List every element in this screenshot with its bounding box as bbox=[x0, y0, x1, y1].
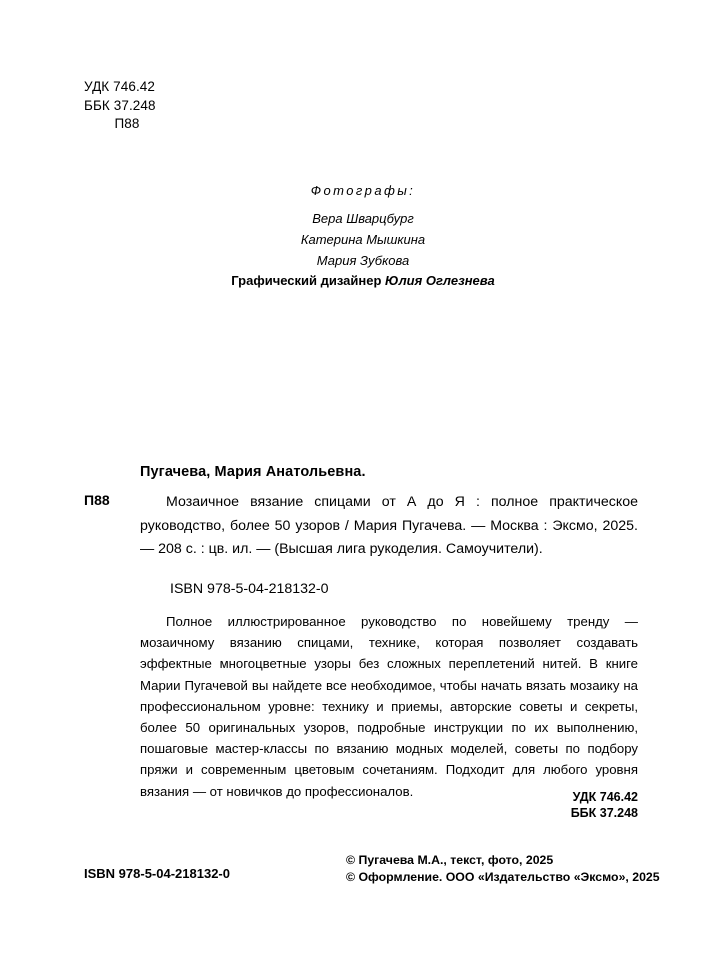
graphic-designer-credit bbox=[0, 273, 726, 288]
classification-block-bottom bbox=[571, 789, 638, 821]
designer-name: Юлия Оглезнева bbox=[385, 273, 495, 288]
designer-label: Графический дизайнер bbox=[231, 273, 386, 288]
record-annotation-text: Полное иллюстрированное руководство по новейшему тренду — мозаичному вязанию спицами, технике, которая позволяет создавать эффектные многоцветные узоры без сложных переплетений нитей. В книге Марии Пугачевой вы найдете все необходимое, чтобы начать вязать мозаику на профессиональном уровне: технику и приемы, авторские советы и секреты, более 50 оригинальных узоров, подробные инструкции по их выполнению, пошаговые мастер-классы по вязанию модных моделей, советы по подбору пряжи и современным цветовым сочетаниям. Подходит для любого уровня вязания — от новичков до профессионалов. bbox=[140, 614, 638, 799]
udk-code: УДК 746.42 bbox=[84, 79, 156, 94]
record-author: Пугачева, Мария Анатольевна. bbox=[140, 464, 366, 480]
classification-block bbox=[84, 78, 224, 134]
bbk-code-bottom: ББК 37.248 bbox=[570, 806, 638, 820]
photographers-title: Фотографы: bbox=[310, 183, 416, 198]
author-index-code: П88 bbox=[114, 116, 140, 131]
copyright-block bbox=[346, 852, 660, 886]
photographer-name: Мария Зубкова bbox=[316, 253, 410, 268]
record-isbn: ISBN 978-5-04-218132-0 bbox=[170, 581, 329, 597]
photographer-name: Катерина Мышкина bbox=[300, 232, 426, 247]
record-index: П88 bbox=[84, 492, 110, 508]
copyright-author: © Пугачева М.А., текст, фото, 2025 bbox=[346, 853, 554, 867]
photographer-name: Вера Шварцбург bbox=[312, 211, 414, 226]
udk-code-bottom: УДК 746.42 bbox=[572, 790, 638, 804]
record-description bbox=[140, 491, 638, 562]
bbk-code: ББК 37.248 bbox=[84, 97, 156, 113]
record-annotation bbox=[140, 611, 638, 802]
photographers-credits bbox=[0, 183, 726, 271]
footer-isbn: ISBN 978-5-04-218132-0 bbox=[84, 866, 230, 881]
record-description-text: Мозаичное вязание спицами от А до Я : полное практическое руководство, более 50 узоров / Мария Пугачева. — Москва : Эксмо, 2025. — 208 с. : цв. ил. — (Высшая лига рукоделия. Самоучители). bbox=[140, 494, 638, 557]
copyright-publisher: © Оформление. ООО «Издательство «Эксмо», 2025 bbox=[346, 870, 660, 884]
